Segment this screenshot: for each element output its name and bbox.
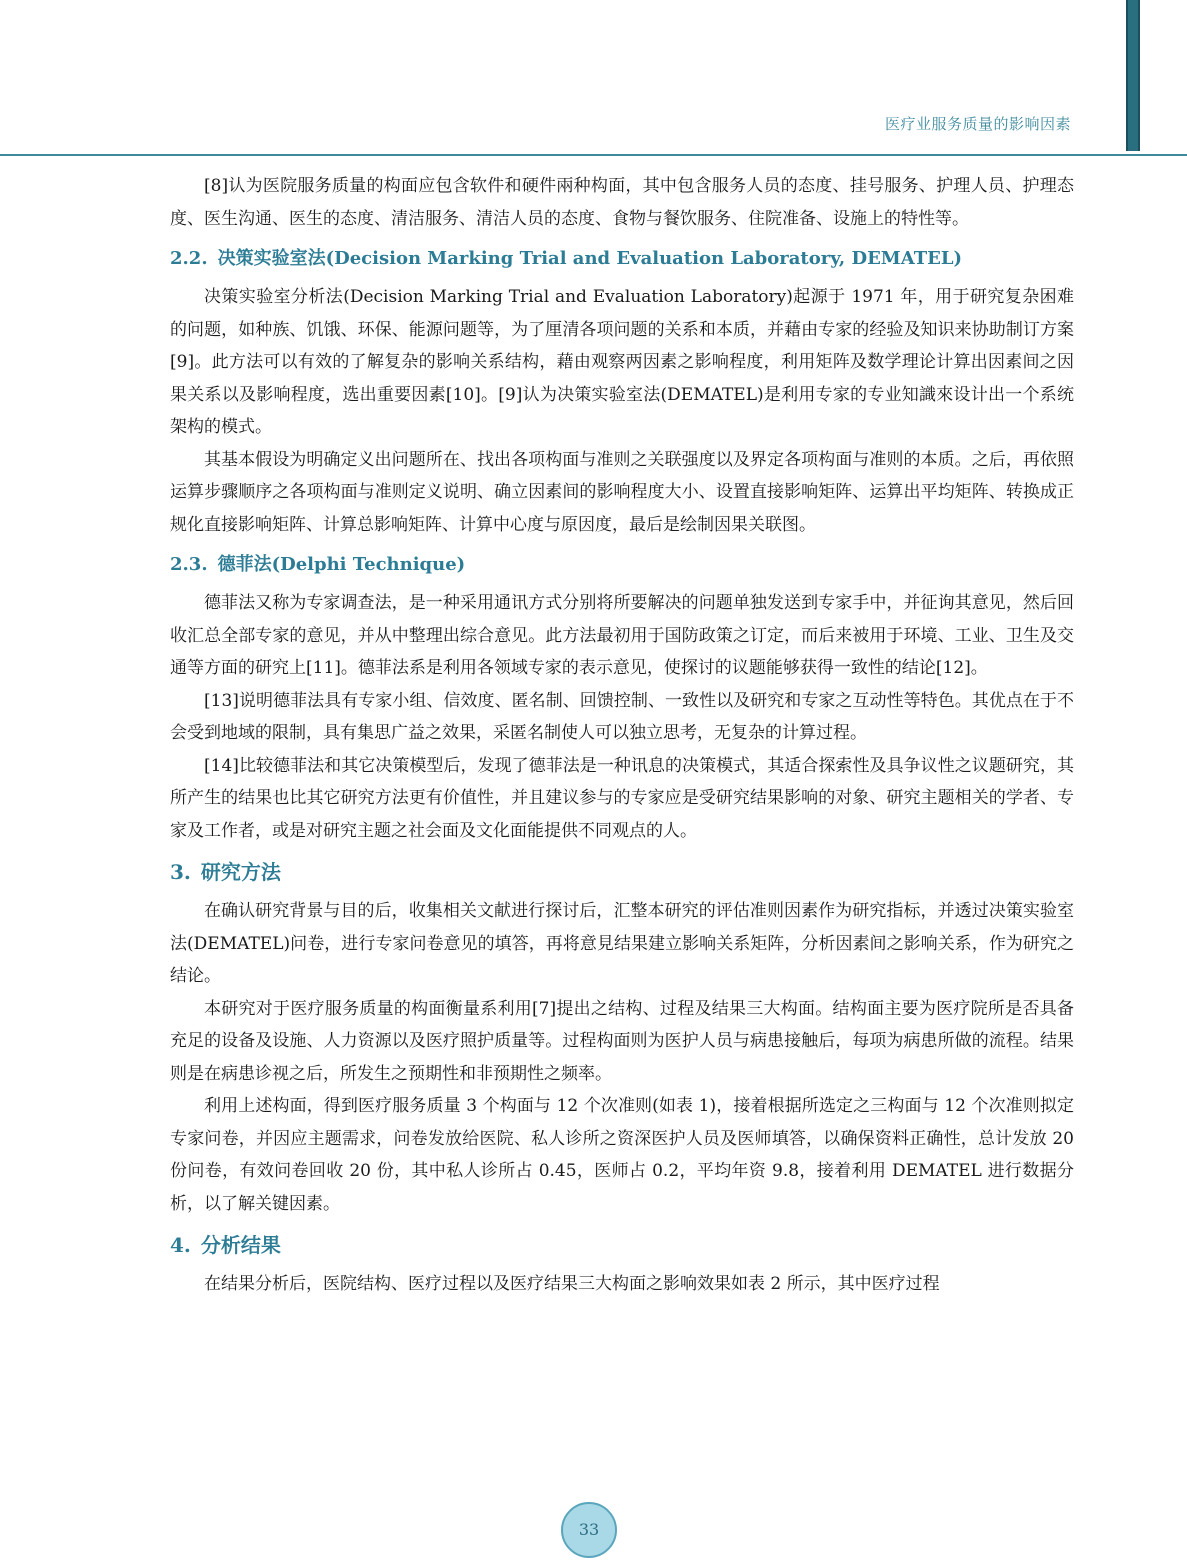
- paragraph: 在确认研究背景与目的后，收集相关文献进行探讨后，汇整本研究的评估准则因素作为研究指标，并透过决策实验室法(DEMATEL)问卷，进行专家问卷意见的填答，再将意見结果建立影响关系矩阵，分析因素间之影响关系，作为研究之结论。: [170, 901, 1074, 986]
- paragraph: 利用上述构面，得到医疗服务质量 3 个构面与 12 个次准则(如表 1)，接着根据所选定之三构面与 12 个次准则拟定专家问卷，并因应主题需求，问卷发放给医院、私人诊所之资深医护人员及医师填答，以确保资料正确性，总计发放 20 份问卷，有效问卷回收 20 份，其中私人诊所占 0.45，医师占 0.2，平均年资 9.8，接着利用 DEMATEL 进行数据分析，以了解关键因素。: [170, 1096, 1074, 1214]
- paragraph: 在结果分析后，医院结构、医疗过程以及医疗结果三大构面之影响效果如表 2 所示，其中医疗过程: [204, 1274, 940, 1294]
- section-title: 研究方法: [200, 860, 281, 884]
- page-body: [170, 170, 1074, 1301]
- paragraph: [14]比较德菲法和其它决策模型后，发现了德菲法是一种讯息的决策模式，其适合探索性及具争议性之议题研究，其所产生的结果也比其它研究方法更有价值性，并且建议参与的专家应是受研究结果影响的对象、研究主题相关的学者、专家及工作者，或是对研究主题之社会面及文化面能提供不同观点的人。: [170, 755, 1074, 841]
- section-title: 决策实验室法(Decision Marking Trial and Evaluation Laboratory, DEMATEL): [217, 248, 962, 269]
- section-number: 3.: [170, 860, 191, 884]
- paragraph: [13]说明德菲法具有专家小组、信效度、匿名制、回馈控制、一致性以及研究和专家之互动性等特色。其优点在于不会受到地域的限制，具有集思广益之效果，采匿名制使人可以独立思考，无复杂的计算过程。: [170, 690, 1074, 743]
- section-2-2-heading: [170, 243, 1074, 275]
- section-2-3-heading: [170, 549, 1074, 581]
- section-4-heading: [170, 1228, 1074, 1262]
- section-title: 德菲法(Delphi Technique): [217, 554, 466, 575]
- paragraph: 决策实验室分析法(Decision Marking Trial and Evaluation Laboratory)起源于 1971 年，用于研究复杂困难的问题，如种族、饥饿、环保、能源问题等，为了厘清各项问题的关系和本质，并藉由专家的经验及知识来协助制订方案[9]。此方法可以有效的了解复杂的影响关系结构，藉由观察两因素之影响程度，利用矩阵及数学理论计算出因素间之因果关系以及影响程度，选出重要因素[10]。[9]认为决策实验室法(DEMATEL)是利用专家的专业知識來设计出一个系统架构的模式。: [170, 287, 1074, 437]
- section-number: 2.2.: [170, 248, 208, 269]
- paragraph: 其基本假设为明确定义出问题所在、找出各项构面与准则之关联强度以及界定各项构面与准则的本质。之后，再依照运算步骤顺序之各项构面与准则定义说明、确立因素间的影响程度大小、设置直接影响矩阵、运算出平均矩阵、转换成正规化直接影响矩阵、计算总影响矩阵、计算中心度与原因度，最后是绘制因果关联图。: [170, 449, 1074, 535]
- section-3-heading: [170, 855, 1074, 889]
- section-number: 4.: [170, 1233, 191, 1257]
- header-accent-bar: [1126, 0, 1140, 151]
- running-header-title: 医疗业服务质量的影响因素: [884, 115, 1071, 133]
- paragraph: 本研究对于医疗服务质量的构面衡量系利用[7]提出之结构、过程及结果三大构面。结构面主要为医疗院所是否具备充足的设备及设施、人力资源以及医疗照护质量等。过程构面则为医护人员与病患接触后，每项为病患所做的流程。结果则是在病患诊视之后，所发生之预期性和非预期性之频率。: [170, 998, 1074, 1084]
- intro-paragraph: [8]认为医院服务质量的构面应包含软件和硬件兩种构面，其中包含服务人员的态度、挂号服务、护理人员、护理态度、医生沟通、医生的态度、清洁服务、清洁人员的态度、食物与餐饮服务、住院准备、设施上的特性等。: [170, 176, 1074, 229]
- section-number: 2.3.: [170, 554, 208, 575]
- page-number-badge: 33: [561, 1502, 617, 1558]
- header-divider: [0, 154, 1187, 156]
- paragraph: 德菲法又称为专家调查法，是一种采用通讯方式分别将所要解决的问题单独发送到专家手中，并征询其意见，然后回收汇总全部专家的意见，并从中整理出综合意见。此方法最初用于国防政策之订定，而后来被用于环境、工业、卫生及交通等方面的研究上[11]。德菲法系是利用各领域专家的表示意见，使探讨的议题能够获得一致性的结论[12]。: [170, 593, 1074, 678]
- section-title: 分析结果: [200, 1233, 281, 1257]
